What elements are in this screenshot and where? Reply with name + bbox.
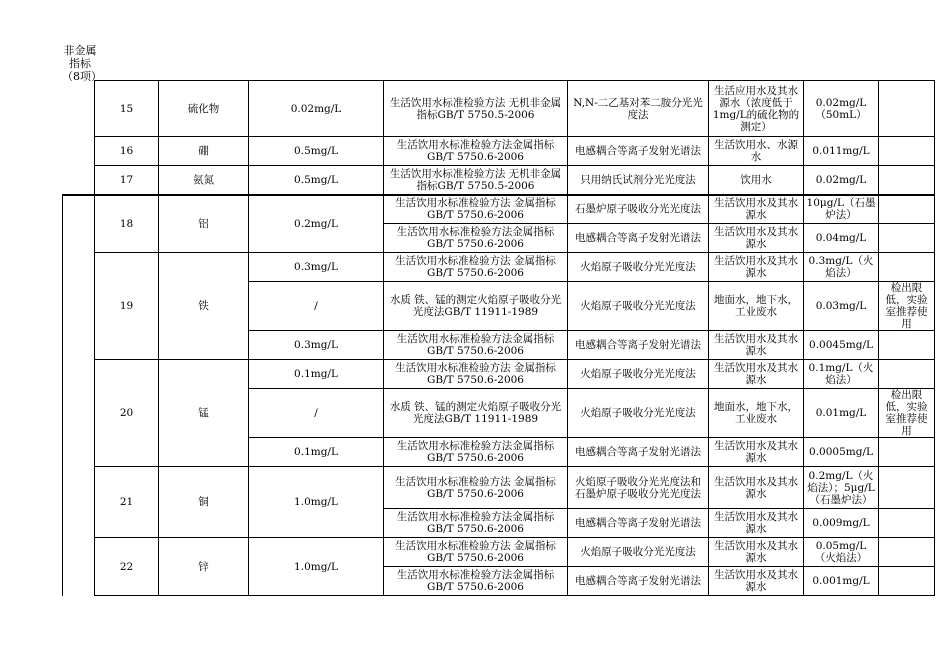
standard-text: 生活饮用水标准检验方法 金属指标GB/T 5750.6-2006 [384,253,568,282]
note-text: 检出限低，实验室推荐使用 [879,282,935,331]
method-text: N,N-二乙基对苯二胺分光光度法 [568,81,709,137]
scope-text: 生活饮用水及其水源水 [709,253,804,282]
method-text: 电感耦合等离子发射光谱法 [568,509,709,538]
method-text: 火焰原子吸收分光光度法 [568,282,709,331]
standard-text: 生活饮用水标准检验方法金属指标GB/T 5750.6-2006 [384,137,568,166]
detection-limit: 10μg/L（石墨炉法） [804,195,879,224]
scope-text: 生活应用水及其水源水（浓度低于1mg/L的硫化物的测定） [709,81,804,137]
standard-text: 生活饮用水标准检验方法 无机非金属指标GB/T 5750.5-2006 [384,166,568,195]
standard-text: 生活饮用水标准检验方法金属指标GB/T 5750.6-2006 [384,509,568,538]
detection-limit: 0.009mg/L [804,509,879,538]
item-name: 铁 [159,253,249,360]
method-text: 电感耦合等离子发射光谱法 [568,567,709,596]
note-text [879,567,935,596]
scope-text: 生活饮用水及其水源水 [709,331,804,360]
scope-text: 饮用水 [709,166,804,195]
note-text [879,253,935,282]
standard-text: 生活饮用水标准检验方法 金属指标GB/T 5750.6-2006 [384,195,568,224]
detection-limit: 0.011mg/L [804,137,879,166]
row-number: 17 [95,166,159,195]
method-text: 火焰原子吸收分光光度法 [568,360,709,389]
note-text [879,224,935,253]
item-name: 铝 [159,195,249,253]
table-row [63,253,935,282]
scope-text: 生活饮用水及其水源水 [709,467,804,509]
row-number: 22 [95,538,159,596]
note-text [879,137,935,166]
limit-value: 0.2mg/L [249,195,384,253]
scope-text: 地面水，地下水，工业废水 [709,389,804,438]
limit-value: / [249,389,384,438]
standard-text: 生活饮用水标准检验方法金属指标GB/T 5750.6-2006 [384,224,568,253]
limit-value: 0.1mg/L [249,438,384,467]
scope-text: 生活饮用水及其水源水 [709,509,804,538]
limit-value: / [249,282,384,331]
scope-text: 生活饮用水及其水源水 [709,224,804,253]
note-text [879,509,935,538]
standard-text: 生活饮用水标准检验方法金属指标GB/T 5750.6-2006 [384,567,568,596]
method-text: 火焰原子吸收分光光度法 [568,389,709,438]
category-cell [63,81,95,195]
standard-text: 生活饮用水标准检验方法金属指标GB/T 5750.6-2006 [384,331,568,360]
row-number: 20 [95,360,159,467]
table-row [63,538,935,567]
category-cell [63,195,95,596]
category-label: 非金属指标（8项） [62,44,102,83]
limit-value: 0.5mg/L [249,137,384,166]
method-text: 只用纳氏试剂分光光度法 [568,166,709,195]
detection-limit: 0.2mg/L（火焰法）；5μg/L（石墨炉法） [804,467,879,509]
limit-value: 0.1mg/L [249,360,384,389]
scope-text: 生活饮用水及其水源水 [709,438,804,467]
row-number: 18 [95,195,159,253]
detection-limit: 0.02mg/L [804,166,879,195]
detection-limit: 0.0005mg/L [804,438,879,467]
limit-value: 1.0mg/L [249,538,384,596]
detection-limit: 0.1mg/L（火焰法） [804,360,879,389]
detection-limit: 0.001mg/L [804,567,879,596]
table-row [63,195,935,224]
scope-text: 生活饮用水及其水源水 [709,360,804,389]
method-text: 火焰原子吸收分光光度法和石墨炉原子吸收分光光度法 [568,467,709,509]
detection-limit: 0.02mg/L（50mL） [804,81,879,137]
row-number: 16 [95,137,159,166]
note-text [879,360,935,389]
standard-text: 水质 铁、锰的测定火焰原子吸收分光光度法GB/T 11911-1989 [384,389,568,438]
item-name: 氨氮 [159,166,249,195]
item-name: 铜 [159,467,249,538]
detection-limit: 0.0045mg/L [804,331,879,360]
scope-text: 生活饮用水及其水源水 [709,195,804,224]
item-name: 锰 [159,360,249,467]
method-text: 电感耦合等离子发射光谱法 [568,137,709,166]
standard-text: 生活饮用水标准检验方法金属指标GB/T 5750.6-2006 [384,438,568,467]
method-text: 电感耦合等离子发射光谱法 [568,224,709,253]
note-text [879,166,935,195]
detection-limit: 0.04mg/L [804,224,879,253]
detection-limit: 0.05mg/L（火焰法） [804,538,879,567]
table-row [63,467,935,509]
scope-text: 地面水，地下水，工业废水 [709,282,804,331]
detection-limit: 0.3mg/L（火焰法） [804,253,879,282]
method-text: 电感耦合等离子发射光谱法 [568,438,709,467]
limit-value: 0.02mg/L [249,81,384,137]
method-text: 火焰原子吸收分光光度法 [568,538,709,567]
table-row [63,360,935,389]
standard-text: 生活饮用水标准检验方法 金属指标GB/T 5750.6-2006 [384,360,568,389]
table-row [63,137,935,166]
standard-text: 生活饮用水标准检验方法 金属指标GB/T 5750.6-2006 [384,467,568,509]
standard-text: 生活饮用水标准检验方法 无机非金属指标GB/T 5750.5-2006 [384,81,568,137]
note-text: 检出限低，实验室推荐使用 [879,389,935,438]
limit-value: 0.3mg/L [249,331,384,360]
item-name: 硫化物 [159,81,249,137]
standard-text: 生活饮用水标准检验方法 金属指标GB/T 5750.6-2006 [384,538,568,567]
note-text [879,438,935,467]
limit-value: 0.3mg/L [249,253,384,282]
method-text: 火焰原子吸收分光光度法 [568,253,709,282]
row-number: 21 [95,467,159,538]
scope-text: 生活饮用水、水源水 [709,137,804,166]
standards-table [62,80,935,596]
limit-value: 1.0mg/L [249,467,384,538]
row-number: 15 [95,81,159,137]
note-text [879,538,935,567]
method-text: 石墨炉原子吸收分光光度法 [568,195,709,224]
scope-text: 生活饮用水及其水源水 [709,538,804,567]
limit-value: 0.5mg/L [249,166,384,195]
note-text [879,331,935,360]
method-text: 电感耦合等离子发射光谱法 [568,331,709,360]
detection-limit: 0.03mg/L [804,282,879,331]
scope-text: 生活饮用水及其水源水 [709,567,804,596]
table-row [63,166,935,195]
standard-text: 水质 铁、锰的测定火焰原子吸收分光光度法GB/T 11911-1989 [384,282,568,331]
note-text [879,467,935,509]
note-text [879,195,935,224]
item-name: 锌 [159,538,249,596]
note-text [879,81,935,137]
detection-limit: 0.01mg/L [804,389,879,438]
item-name: 硼 [159,137,249,166]
row-number: 19 [95,253,159,360]
table-row [63,81,935,137]
